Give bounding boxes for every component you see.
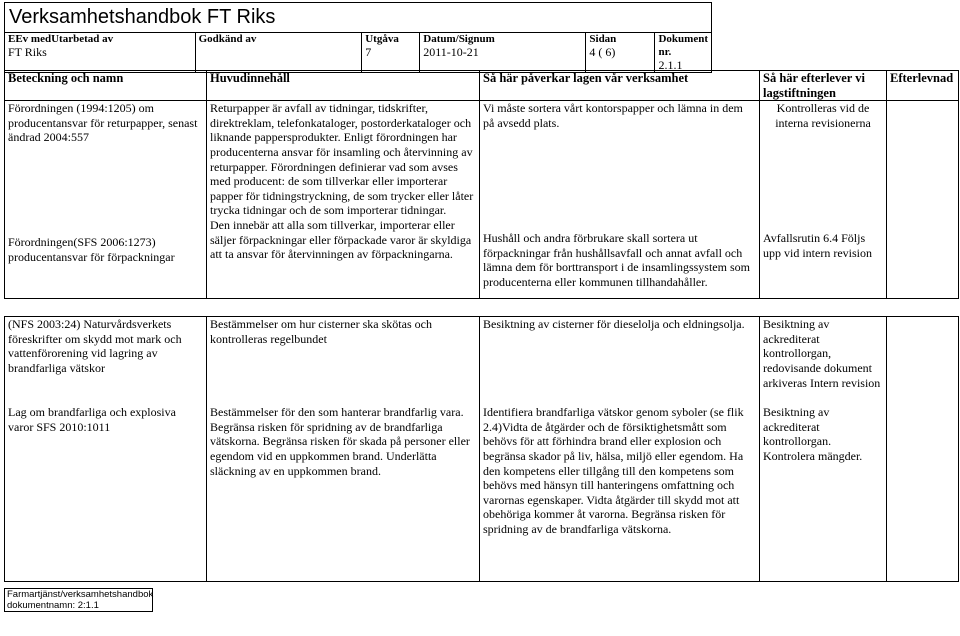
header-field-label: EEv medUtarbetad av bbox=[8, 33, 114, 45]
header-field-value: 4 ( 6) bbox=[589, 45, 616, 59]
header-field-date bbox=[420, 33, 586, 73]
cell-compliance-status bbox=[887, 317, 959, 582]
cell-compliance-status bbox=[887, 101, 959, 299]
compliance-text: Besiktning av ackrediterat kontrollorgan. Kontrolera mängder. bbox=[763, 405, 863, 463]
designation-text: Förordningen (1994:1205) om producentansvar för returpapper, senast ändrad 2004:557 bbox=[8, 101, 198, 145]
compliance-text: Avfallsrutin 6.4 Följs upp vid intern revision bbox=[763, 231, 872, 260]
header-field-value: 2011-10-21 bbox=[423, 45, 479, 59]
designation-text: Förordningen(SFS 2006:1273) producentansvar för förpackningar bbox=[8, 235, 175, 264]
content-text: Returpapper är avfall av tidningar, tidskrifter, direktreklam, telefonkataloger, postorderkataloger och liknande pappersprodukter. Enligt förordningen har producenterna ansvar för insamling och återvinning av returpapper. Förordningen definierar vad som avses med producent: de som tillverkar eller importerar papper för tidningstryckning, de som trycker eller låter trycka tidningar och de som importerar tidningar. bbox=[210, 101, 474, 218]
header-field-label: Utgåva bbox=[365, 33, 399, 45]
cell-compliance-method bbox=[760, 317, 887, 582]
table-header-row bbox=[5, 71, 959, 101]
content-text: Den innebär att alla som tillverkar, importerar eller säljer förpackningar eller förpackade varor är skyldiga att ta ansvar för återvinningen av förpackningarna. bbox=[210, 217, 472, 262]
header-field-value: FT Riks bbox=[8, 45, 47, 59]
document-title: Verksamhetshandbok FT Riks bbox=[5, 3, 712, 33]
cell-main-content bbox=[207, 101, 480, 299]
header-field-value: 7 bbox=[365, 45, 372, 59]
impact-text: Vi måste sortera vårt kontorspapper och lämna in dem på avsedd plats. bbox=[483, 101, 743, 130]
header-field-label: Dokument nr. bbox=[658, 33, 708, 58]
document-header bbox=[4, 2, 712, 73]
cell-main-content bbox=[207, 317, 480, 582]
header-field-docnr bbox=[655, 33, 712, 73]
cell-impact bbox=[480, 101, 760, 299]
header-fields-row bbox=[5, 33, 712, 73]
cell-designation bbox=[5, 101, 207, 299]
designation-text: (NFS 2003:24) Naturvårdsverkets föreskrifter om skydd mot mark och vattenförorening vid lagring av brandfarliga vätskor bbox=[8, 317, 182, 375]
column-header: Så här efterlever vi lagstiftningen bbox=[760, 71, 887, 101]
content-text: Bestämmelser om hur cisterner ska skötas och kontrolleras regelbundet bbox=[210, 317, 432, 346]
header-field-label: Godkänd av bbox=[198, 33, 257, 45]
impact-text: Besiktning av cisterner för dieselolja och eldningsolja. bbox=[483, 317, 745, 332]
cell-impact bbox=[480, 317, 760, 582]
header-field-edition bbox=[362, 33, 420, 73]
footer-box bbox=[4, 588, 153, 612]
compliance-text: Besiktning av ackrediterat kontrollorgan, redovisande dokument arkiveras Intern revision bbox=[763, 317, 881, 390]
header-field-author bbox=[5, 33, 196, 73]
header-field-approved bbox=[195, 33, 362, 73]
law-register-table bbox=[4, 70, 959, 582]
compliance-text: Kontrolleras vid de interna revisionerna bbox=[775, 101, 871, 130]
header-field-label: Datum/Signum bbox=[423, 33, 495, 45]
footer-line: dokumentnamn: 2:1.1 bbox=[7, 600, 99, 611]
designation-text: Lag om brandfarliga och explosiva varor SFS 2010:1011 bbox=[8, 405, 176, 434]
impact-text: Identifiera brandfarliga vätskor genom syboler (se flik 2.4)Vidta de åtgärder och de försiktighetsmått som behövs för att förhindra brand eller explosion och begränsa skador på liv, hälsa, miljö eller egendom. Ha den kompetens eller tillgång till den kompetens som behövs med hänsyn till hanteringens omfattning och varornas egenskaper. Vidta åtgärder till skydd mot att obehöriga kommer åt varorna. Begränsa risken för spridning av de brandfarliga vätskorna. bbox=[483, 405, 744, 536]
header-field-page bbox=[586, 33, 655, 73]
column-header: Så här påverkar lagen vår verksamhet bbox=[480, 71, 760, 101]
table-row bbox=[5, 101, 959, 299]
table-spacer bbox=[5, 299, 959, 317]
table-row bbox=[5, 317, 959, 582]
column-header: Efterlevnad bbox=[887, 71, 959, 101]
cell-designation bbox=[5, 317, 207, 582]
column-header: Huvudinnehåll bbox=[207, 71, 480, 101]
column-header: Beteckning och namn bbox=[5, 71, 207, 101]
header-field-value: 2.1.1 bbox=[658, 58, 683, 72]
header-field-label: Sidan bbox=[589, 33, 617, 45]
footer-line: Farmartjänst/verksamhetshandbok bbox=[7, 589, 154, 600]
cell-compliance-method bbox=[760, 101, 887, 299]
impact-text: Hushåll och andra förbrukare skall sortera ut förpackningar från hushållsavfall och annat avfall och lämna dem för borttransport i de insamlingssystem som producenterna eller kommunen tillhandahåller. bbox=[483, 231, 750, 289]
content-text: Bestämmelser för den som hanterar brandfarlig vara. Begränsa risken för spridning av de brandfarliga vätskorna. Begränsa risken för skada på personer eller egendom vid en uppkommen brand. Underlätta släckning av en uppkommen brand. bbox=[210, 405, 470, 478]
